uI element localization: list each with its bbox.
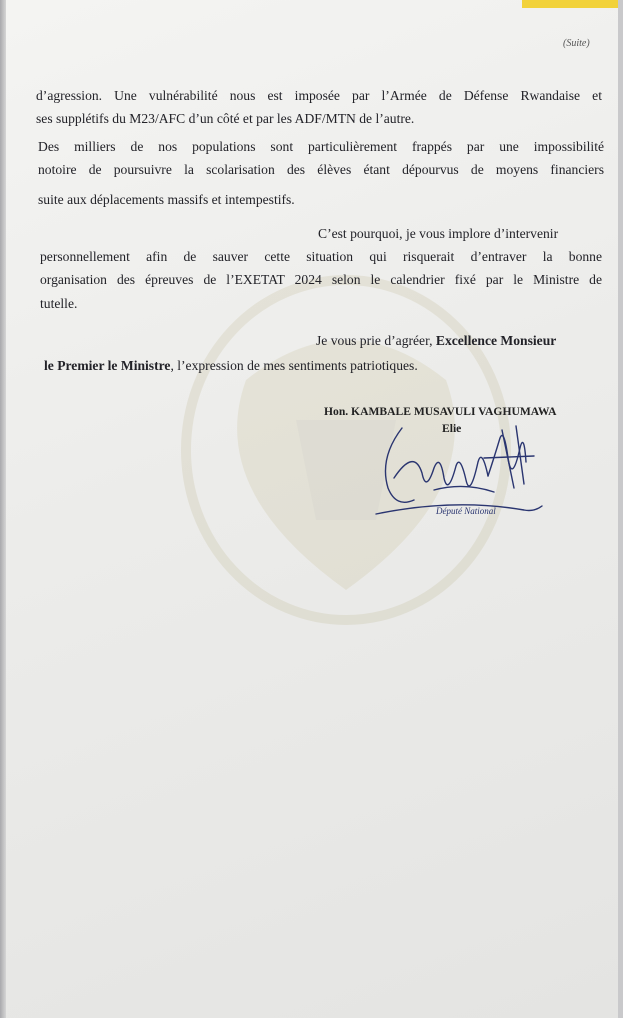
closing-expression: , l’expression de mes sentiments patriotiques. <box>170 358 418 373</box>
paragraph-3-line-1: C’est pourquoi, je vous implore d’intervenir <box>318 226 559 241</box>
continuation-label: (Suite) <box>563 38 590 49</box>
paragraph-2-line-3: suite aux déplacements massifs et intempestifs. <box>38 192 295 207</box>
paragraph-1-line-1: d’agression. Une vulnérabilité nous est imposée par l’Armée de Défense Rwandaise et <box>36 88 602 103</box>
paragraph-3-line-3: organisation des épreuves de l’EXETAT 2024 selon le calendrier fixé par le Ministre de <box>40 272 602 287</box>
paragraph-2-line-1: Des milliers de nos populations sont particulièrement frappés par une impossibilité <box>38 139 604 154</box>
paragraph-1-line-2: ses supplétifs du M23/AFC d’un côté et par les ADF/MTN de l’autre. <box>36 111 415 126</box>
signatory-name: Hon. KAMBALE MUSAVULI VAGHUMAWA <box>324 405 557 418</box>
document-page <box>6 0 618 1018</box>
closing-line-2 <box>44 354 418 377</box>
closing-line-1 <box>316 329 556 352</box>
page-edge-shadow <box>0 0 6 1018</box>
signatory-title: Député National <box>436 506 496 516</box>
closing-addressee: le Premier le Ministre <box>44 358 171 373</box>
signatory-first-name: Elie <box>442 422 462 435</box>
paragraph-3-line-2: personnellement afin de sauver cette situation qui risquerait d’entraver la bonne <box>40 249 602 264</box>
paragraph-2-line-2: notoire de poursuivre la scolarisation des élèves étant dépourvus de moyens financiers <box>38 162 604 177</box>
closing-salutation: Excellence Monsieur <box>435 333 557 348</box>
paragraph-3-line-4: tutelle. <box>40 296 78 311</box>
closing-phrase: Je vous prie d’agréer, <box>316 333 436 348</box>
sticky-note-corner <box>522 0 618 8</box>
